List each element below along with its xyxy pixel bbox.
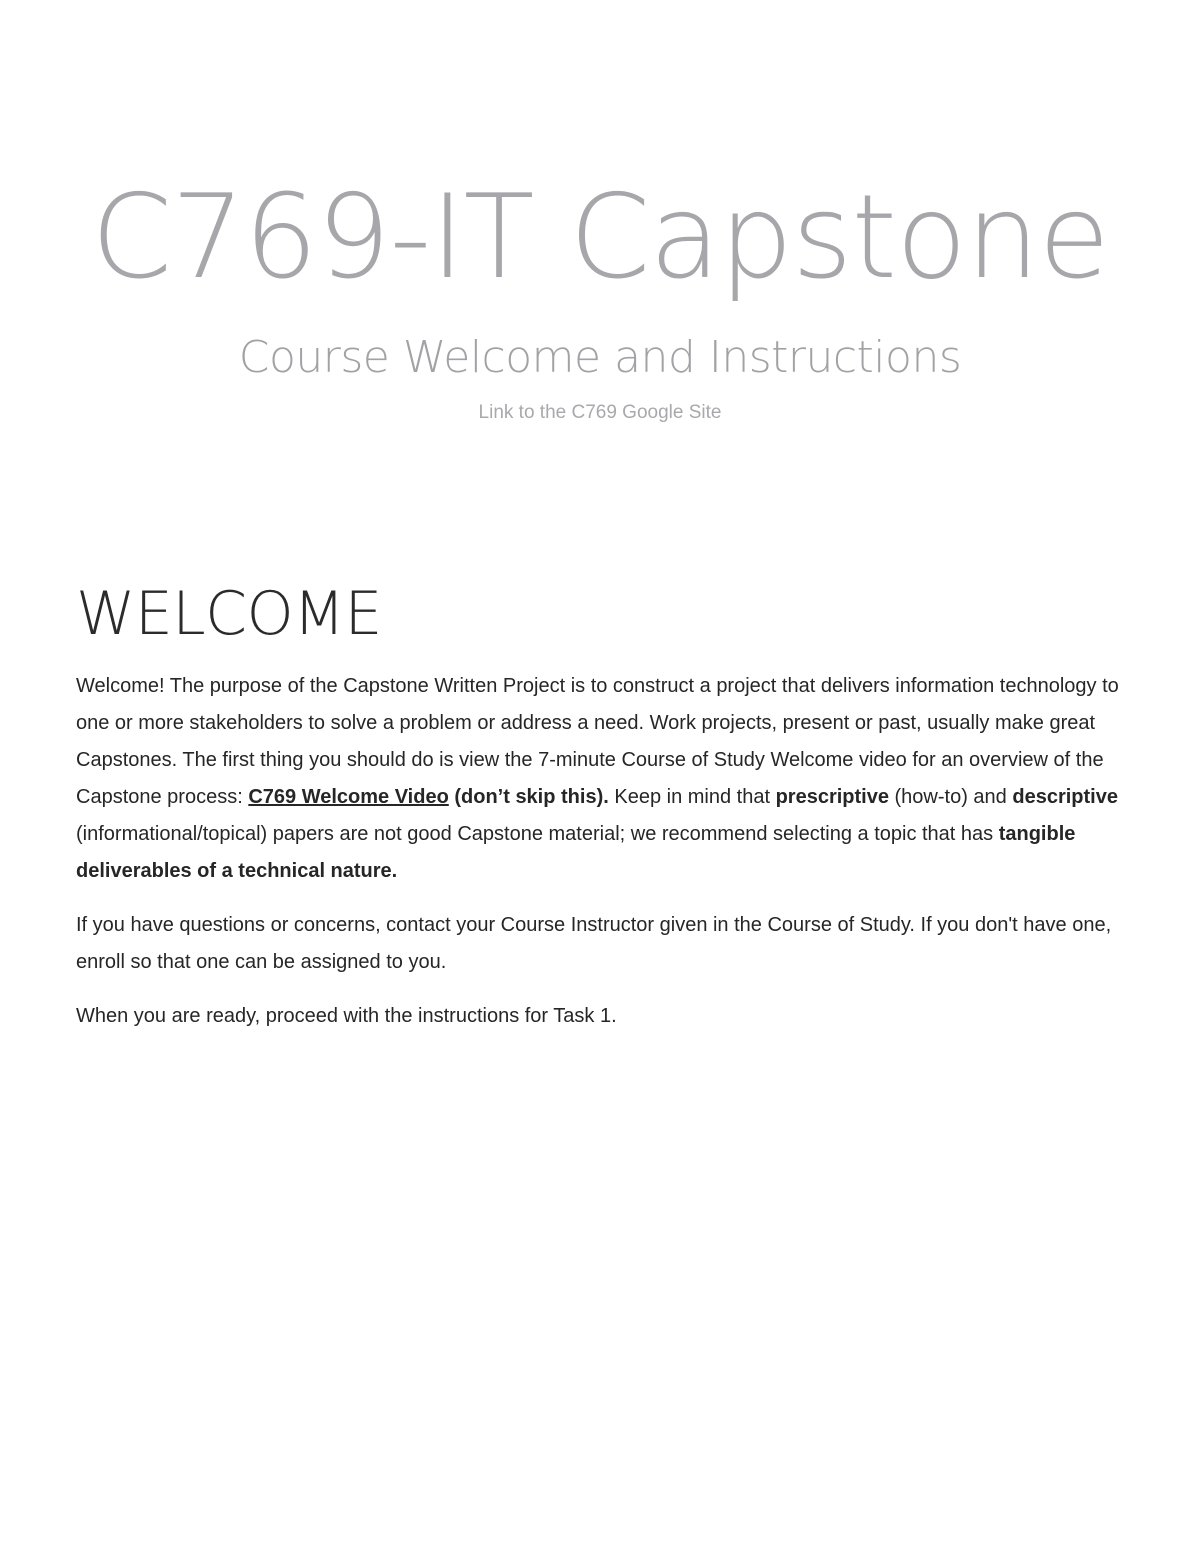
dont-skip-note: (don’t skip this). xyxy=(448,786,609,808)
welcome-section xyxy=(76,576,1126,1035)
intro-text-2: Keep in mind that xyxy=(608,786,776,808)
page-title: C769-IT Capstone xyxy=(91,170,1109,305)
page-header xyxy=(0,168,1200,426)
welcome-paragraph-contact: If you have questions or concerns, contact your Course Instructor given in the Course of Study. If you don't have one, enroll so that one can be assigned to you. xyxy=(76,914,1112,973)
intro-text: Welcome! The purpose of the Capstone Written Project is to construct a project that delivers information technology to one or more stakeholders to solve a problem or address a need. Work projects, present or past, usually make great Capstones. The first thing you should do is view the 7-minute Course of Study Welcome video for an overview of the Capstone process: xyxy=(76,675,1119,808)
intro-text-4: (informational/topical) papers are not good Capstone material; we recommend selecting a topic that has xyxy=(76,823,999,845)
prescriptive-term: prescriptive xyxy=(775,786,889,808)
welcome-paragraph-intro xyxy=(76,668,1126,890)
page-subtitle: Course Welcome and Instructions xyxy=(238,332,962,383)
welcome-paragraph-next-steps: When you are ready, proceed with the instructions for Task 1. xyxy=(76,1005,617,1027)
google-site-link[interactable]: Link to the C769 Google Site xyxy=(478,402,722,423)
intro-text-3: (how-to) and xyxy=(888,786,1013,808)
descriptive-term: descriptive xyxy=(1012,786,1118,808)
tangible-deliverables-note: tangible deliverables of a technical nature. xyxy=(76,823,1076,882)
welcome-heading: WELCOME xyxy=(76,579,382,649)
welcome-video-link[interactable]: C769 Welcome Video xyxy=(248,786,449,808)
